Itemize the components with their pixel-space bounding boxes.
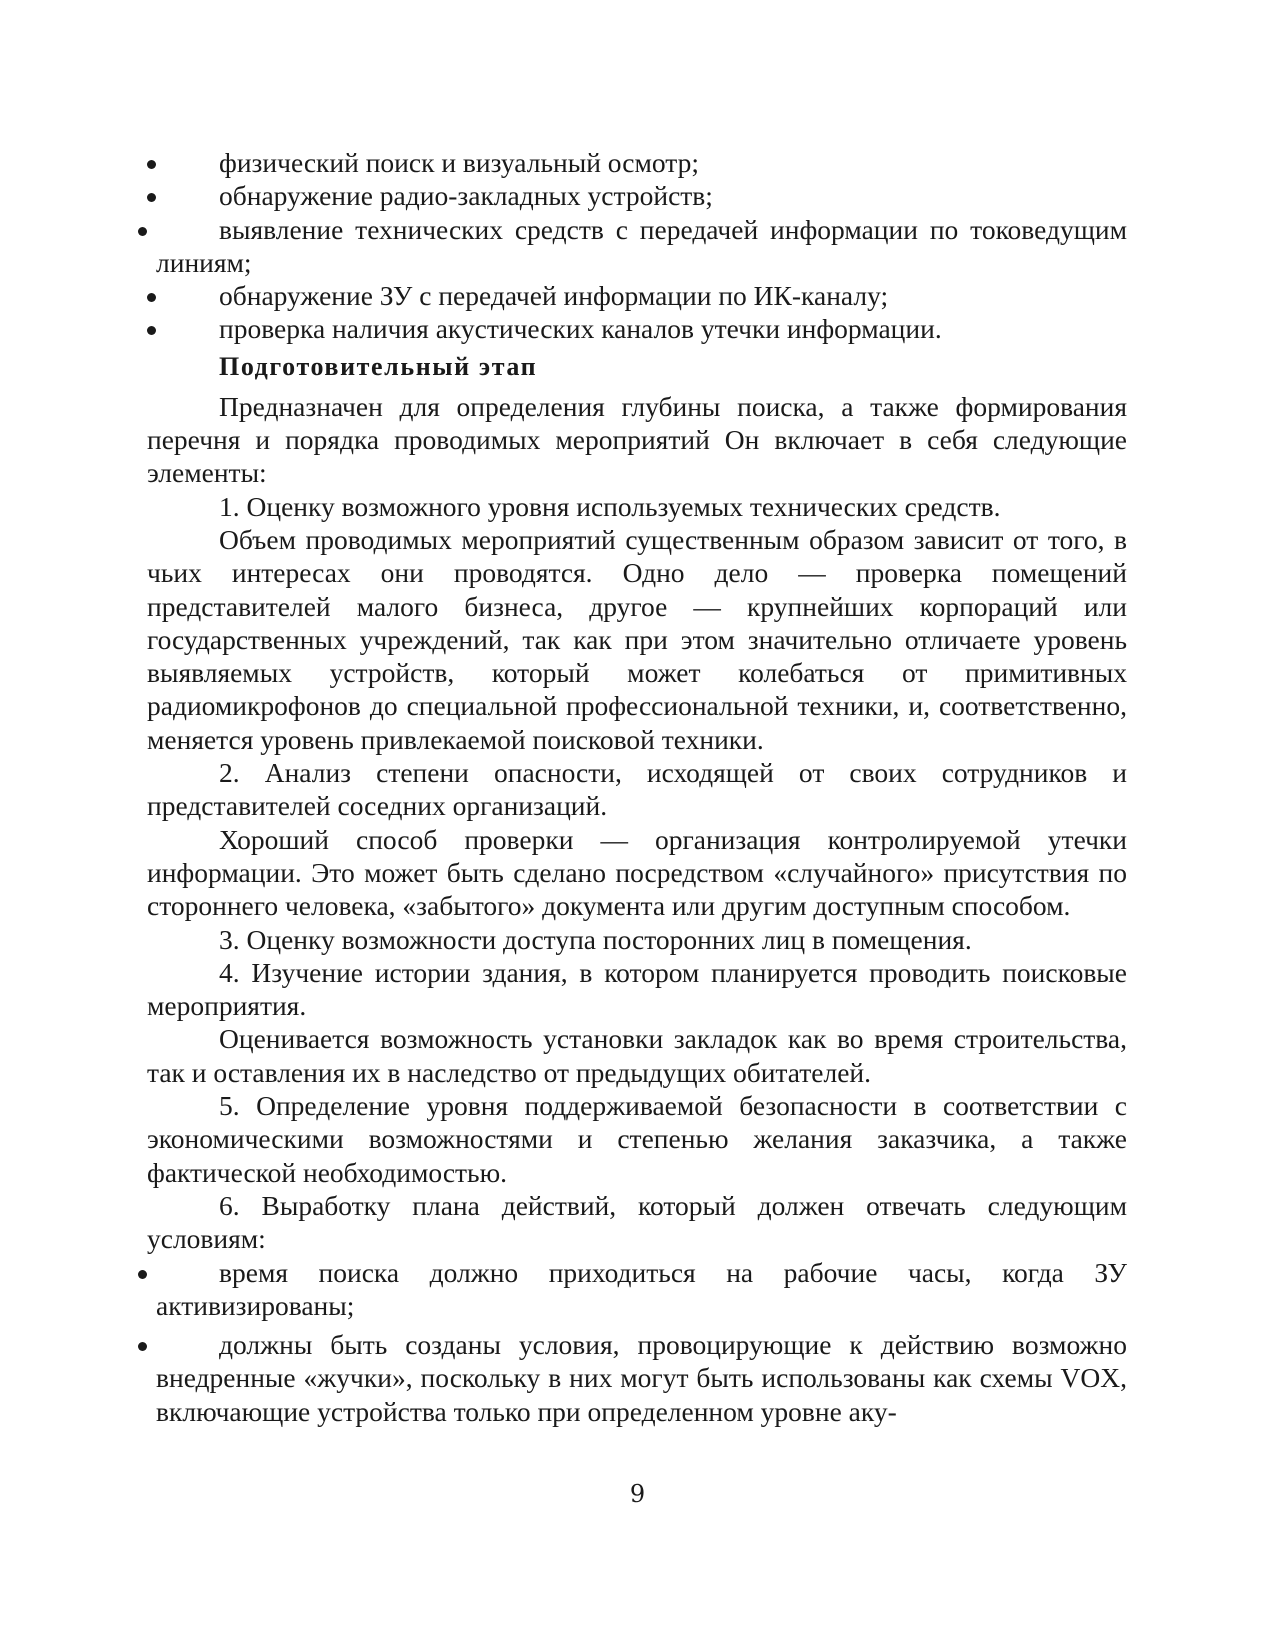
paragraph: Хороший способ проверки — организация контролируемой утечки информации. Это может быть сделано посредством «случайного» присутствия по стороннего человека, «забытого» документа или другим доступным способом. (147, 823, 1127, 922)
section-heading: Подготовительный этап (219, 351, 538, 381)
list-item (147, 213, 1127, 280)
list-item (147, 1256, 1127, 1323)
top-bullet-list (147, 146, 1127, 346)
list-item (147, 146, 1127, 179)
paragraph: 6. Выработку плана действий, который должен отвечать следующим условиям: (147, 1189, 1127, 1255)
list-item (147, 312, 1127, 345)
list-item (147, 179, 1127, 212)
list-item-text: должны быть созданы условия, провоцирующие к действию возможно внедренные «жучки», поскольку в них могут быть использованы как схемы VOX, включающие устройства только при определенном уровне аку- (156, 1329, 1127, 1427)
paragraph: 5. Определение уровня поддерживаемой безопасности в соответствии с экономическими возможностями и степенью желания заказчика, а также фактической необходимостью. (147, 1090, 1127, 1188)
bullet-icon (138, 1270, 147, 1279)
list-item-text: физический поиск и визуальный осмотр; (219, 147, 699, 178)
bullet-icon (147, 160, 156, 169)
page-body (147, 146, 1127, 1428)
list-item-text: обнаружение радио-закладных устройств; (219, 180, 713, 212)
list-item-text: выявление технических средств с передачей информации по токоведущим линиям; (156, 213, 1127, 278)
page-number: 9 (629, 1480, 646, 1508)
bullet-icon (138, 227, 147, 236)
list-item (147, 1328, 1127, 1428)
paragraph: Предназначен для определения глубины поиска, а также формирования перечня и порядка проводимых мероприятий Он включает в себя следующие элементы: (147, 390, 1127, 489)
paragraph: Оценивается возможность установки закладок как во время строительства, так и оставления их в наследство от предыдущих обитателей. (147, 1023, 1127, 1088)
list-item (147, 279, 1127, 312)
list-item-text: время поиска должно приходиться на рабочие часы, когда ЗУ активизированы; (156, 1256, 1127, 1321)
bullet-icon (138, 1342, 147, 1351)
list-item-text: проверка наличия акустических каналов утечки информации. (219, 313, 942, 345)
paragraph: 3. Оценку возможности доступа посторонних лиц в помещения. (219, 923, 972, 955)
bottom-bullet-list (147, 1256, 1127, 1428)
paragraph: 1. Оценку возможного уровня используемых технических средств. (219, 490, 1001, 522)
paragraph: 2. Анализ степени опасности, исходящей от своих сотрудников и представителей соседних организаций. (147, 757, 1127, 822)
paragraph: 4. Изучение истории здания, в котором планируется проводить поисковые мероприятия. (147, 956, 1127, 1022)
list-item-text: обнаружение ЗУ с передачей информации по ИК-каналу; (219, 280, 889, 312)
paragraph: Объем проводимых мероприятий существенным образом зависит от того, в чьих интересах они проводятся. Одно дело — проверка помещений представителей малого бизнеса, другое — крупнейших корпораций или государственных учреждений, так как при этом значительно отличаете уровень выявляемых устройств, который может колебаться от примитивных радиомикрофонов до специальной профессиональной техники, и, соответственно, меняется уровень привлекаемой поисковой техники. (147, 523, 1127, 755)
